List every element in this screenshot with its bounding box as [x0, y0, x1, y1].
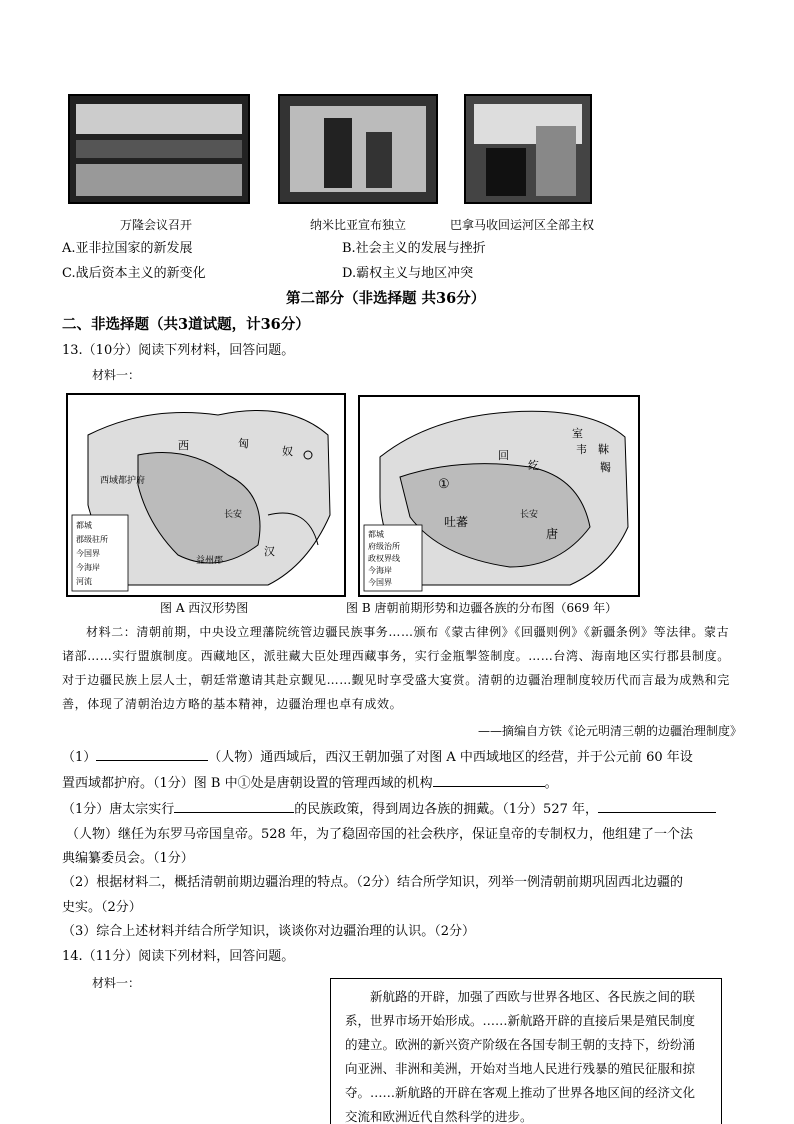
- map-b-label-tubo: 吐蕃: [444, 515, 469, 529]
- map-a-label-xi: 西: [178, 439, 189, 452]
- q13-sub1-text2: 置西域都护府。（1分）图 B 中①处是唐朝设置的管理西域的机构: [62, 776, 433, 791]
- map-b-legend: [368, 529, 400, 589]
- option-c: C.战后资本主义的新变化: [62, 266, 206, 281]
- map-b-legend-3: 政权界线: [368, 554, 400, 563]
- map-a-label-nu: 奴: [282, 445, 293, 458]
- q13-source: ——摘编自方铁《论元明清三朝的边疆治理制度》: [478, 724, 743, 738]
- map-a-legend-2: 郡级驻所: [76, 535, 108, 544]
- map-b-label-hui: 回: [498, 449, 509, 462]
- q13-sub1-text1: （人物）通西域后，西汉王朝加强了对图 A 中西域地区的经营，并于公元前 60 年设: [208, 750, 693, 765]
- option-d: D.霸权主义与地区冲突: [342, 266, 474, 281]
- map-b-label-xue: 室: [572, 427, 583, 440]
- map-b-label-tang: 唐: [546, 527, 559, 541]
- q13-sub1-line3: [62, 800, 716, 819]
- q13-sub3: （3）综合上述材料并结合所学知识，谈谈你对边疆治理的认识。（2分）: [62, 924, 476, 939]
- map-b-drawing: [360, 397, 638, 595]
- map-b-legend-2: 府级治所: [368, 542, 400, 551]
- q13-sub1-text4: （1分）唐太宗实行: [62, 802, 175, 817]
- q13-sub1-text3: 。: [544, 776, 558, 791]
- q13-sub2-line2: 史实。（2分）: [62, 900, 142, 915]
- map-a-legend-4: 今海岸: [76, 563, 100, 572]
- q13-sub2-line1: （2）根据材料二，概括清朝前期边疆治理的特点。（2分）结合所学知识，列举一例清朝前期巩固西北边疆的: [62, 875, 684, 890]
- q14-stem: 14.（11分）阅读下列材料，回答问题。: [62, 949, 295, 964]
- map-b-label-wei: 韦: [576, 443, 587, 456]
- q13-material2: 材料二：清朝前期，中央设立理藩院统管边疆民族事务……颁布《蒙古律例》《回疆则例》《新疆条例》等法律。蒙古诸部……实行盟旗制度。西藏地区，派驻藏大臣处理西藏事务，实行金瓶掣签制度。……台湾、海南地区实行郡县制度。对于边疆民族上层人士，朝廷常邀请其赴京觐见……觐见时享受盛大宴赏。清朝的边疆治理制度较历代而言最为成熟和完善，体现了清朝治边方略的基本精神，边疆治理也卓有成效。: [62, 625, 730, 711]
- map-a-label-han: 汉: [264, 545, 275, 558]
- map-b-legend-5: 今国界: [368, 578, 392, 587]
- map-b-legend-4: 今海岸: [368, 566, 392, 575]
- q13-sub1-num: （1）: [62, 750, 97, 765]
- map-b-label-he2: 鞨: [600, 461, 611, 474]
- map-b-label-num: ①: [438, 477, 450, 492]
- map-a-label-huns: 匈: [238, 437, 249, 450]
- map-a-label-yizhou: 益州郡: [196, 556, 224, 566]
- photo-namibia-independence: [278, 94, 438, 204]
- q14-material1-box: [330, 978, 722, 1124]
- q14-material1-label: 材料一：: [92, 976, 141, 990]
- map-a-legend-5: 河流: [76, 577, 92, 586]
- map-a-legend-1: 都城: [76, 521, 92, 530]
- map-a-legend: [76, 519, 108, 589]
- q13-sub1-line2: [62, 774, 558, 793]
- q13-sub1-line5: 典编纂委员会。（1分）: [62, 851, 194, 866]
- photo-caption-1: 万隆会议召开: [120, 218, 193, 232]
- photo-bandung-conference: [68, 94, 250, 204]
- map-b-label-he: 纥: [528, 459, 539, 472]
- q14-material1-text: 新航路的开辟，加强了西欧与世界各地区、各民族之间的联系，世界市场开始形成。……新航路开辟的直接后果是殖民制度的建立。欧洲的新兴资产阶级在各国专制王朝的支持下，纷纷涌向亚洲、非洲和美洲，开始对当地人民进行残暴的殖民征服和掠夺。……新航路的开辟在客观上推动了世界各地区间的经济文化交流和欧洲近代自然科学的进步。: [345, 989, 696, 1124]
- map-a-label-duhu: 西域都护府: [100, 476, 146, 486]
- q13-sub1-line4: （人物）继任为东罗马帝国皇帝。528 年，为了稳固帝国的社会秩序，保证皇帝的专制权力，他组建了一个法: [66, 827, 693, 842]
- q13-sub1-text5: 的民族政策，得到周边各族的拥戴。（1分）527 年，: [294, 802, 598, 817]
- q13-material1-label: 材料一：: [92, 368, 141, 382]
- map-a-label-changan: 长安: [224, 510, 243, 520]
- option-b: B.社会主义的发展与挫折: [342, 241, 486, 256]
- answer-blank-person2[interactable]: [598, 800, 716, 813]
- map-a-caption: 图 A 西汉形势图: [160, 601, 249, 615]
- map-early-tang: [358, 395, 640, 597]
- section-title: 二、非选择题（共3道试题，计36分）: [62, 316, 310, 333]
- map-b-caption: 图 B 唐朝前期形势和边疆各族的分布图（669 年）: [346, 601, 618, 615]
- q13-stem: 13.（10分）阅读下列材料，回答问题。: [62, 343, 295, 358]
- map-b-legend-1: 都城: [368, 530, 384, 539]
- answer-blank-person1[interactable]: [96, 748, 208, 761]
- option-a: A.亚非拉国家的新发展: [62, 241, 193, 256]
- map-b-label-changan: 长安: [520, 510, 539, 520]
- photo-caption-2: 纳米比亚宣布独立: [310, 218, 407, 232]
- map-a-legend-3: 今国界: [76, 549, 100, 558]
- photo-panama-canal: [464, 94, 592, 204]
- part-two-title: 第二部分（非选择题 共36分）: [286, 290, 486, 307]
- map-western-han: [66, 393, 346, 597]
- answer-blank-institution[interactable]: [433, 774, 545, 787]
- photo-caption-3: 巴拿马收回运河区全部主权: [450, 218, 595, 232]
- answer-blank-policy[interactable]: [174, 800, 294, 813]
- map-b-label-mo: 靺: [598, 443, 609, 456]
- q13-sub1-line1: [62, 748, 693, 767]
